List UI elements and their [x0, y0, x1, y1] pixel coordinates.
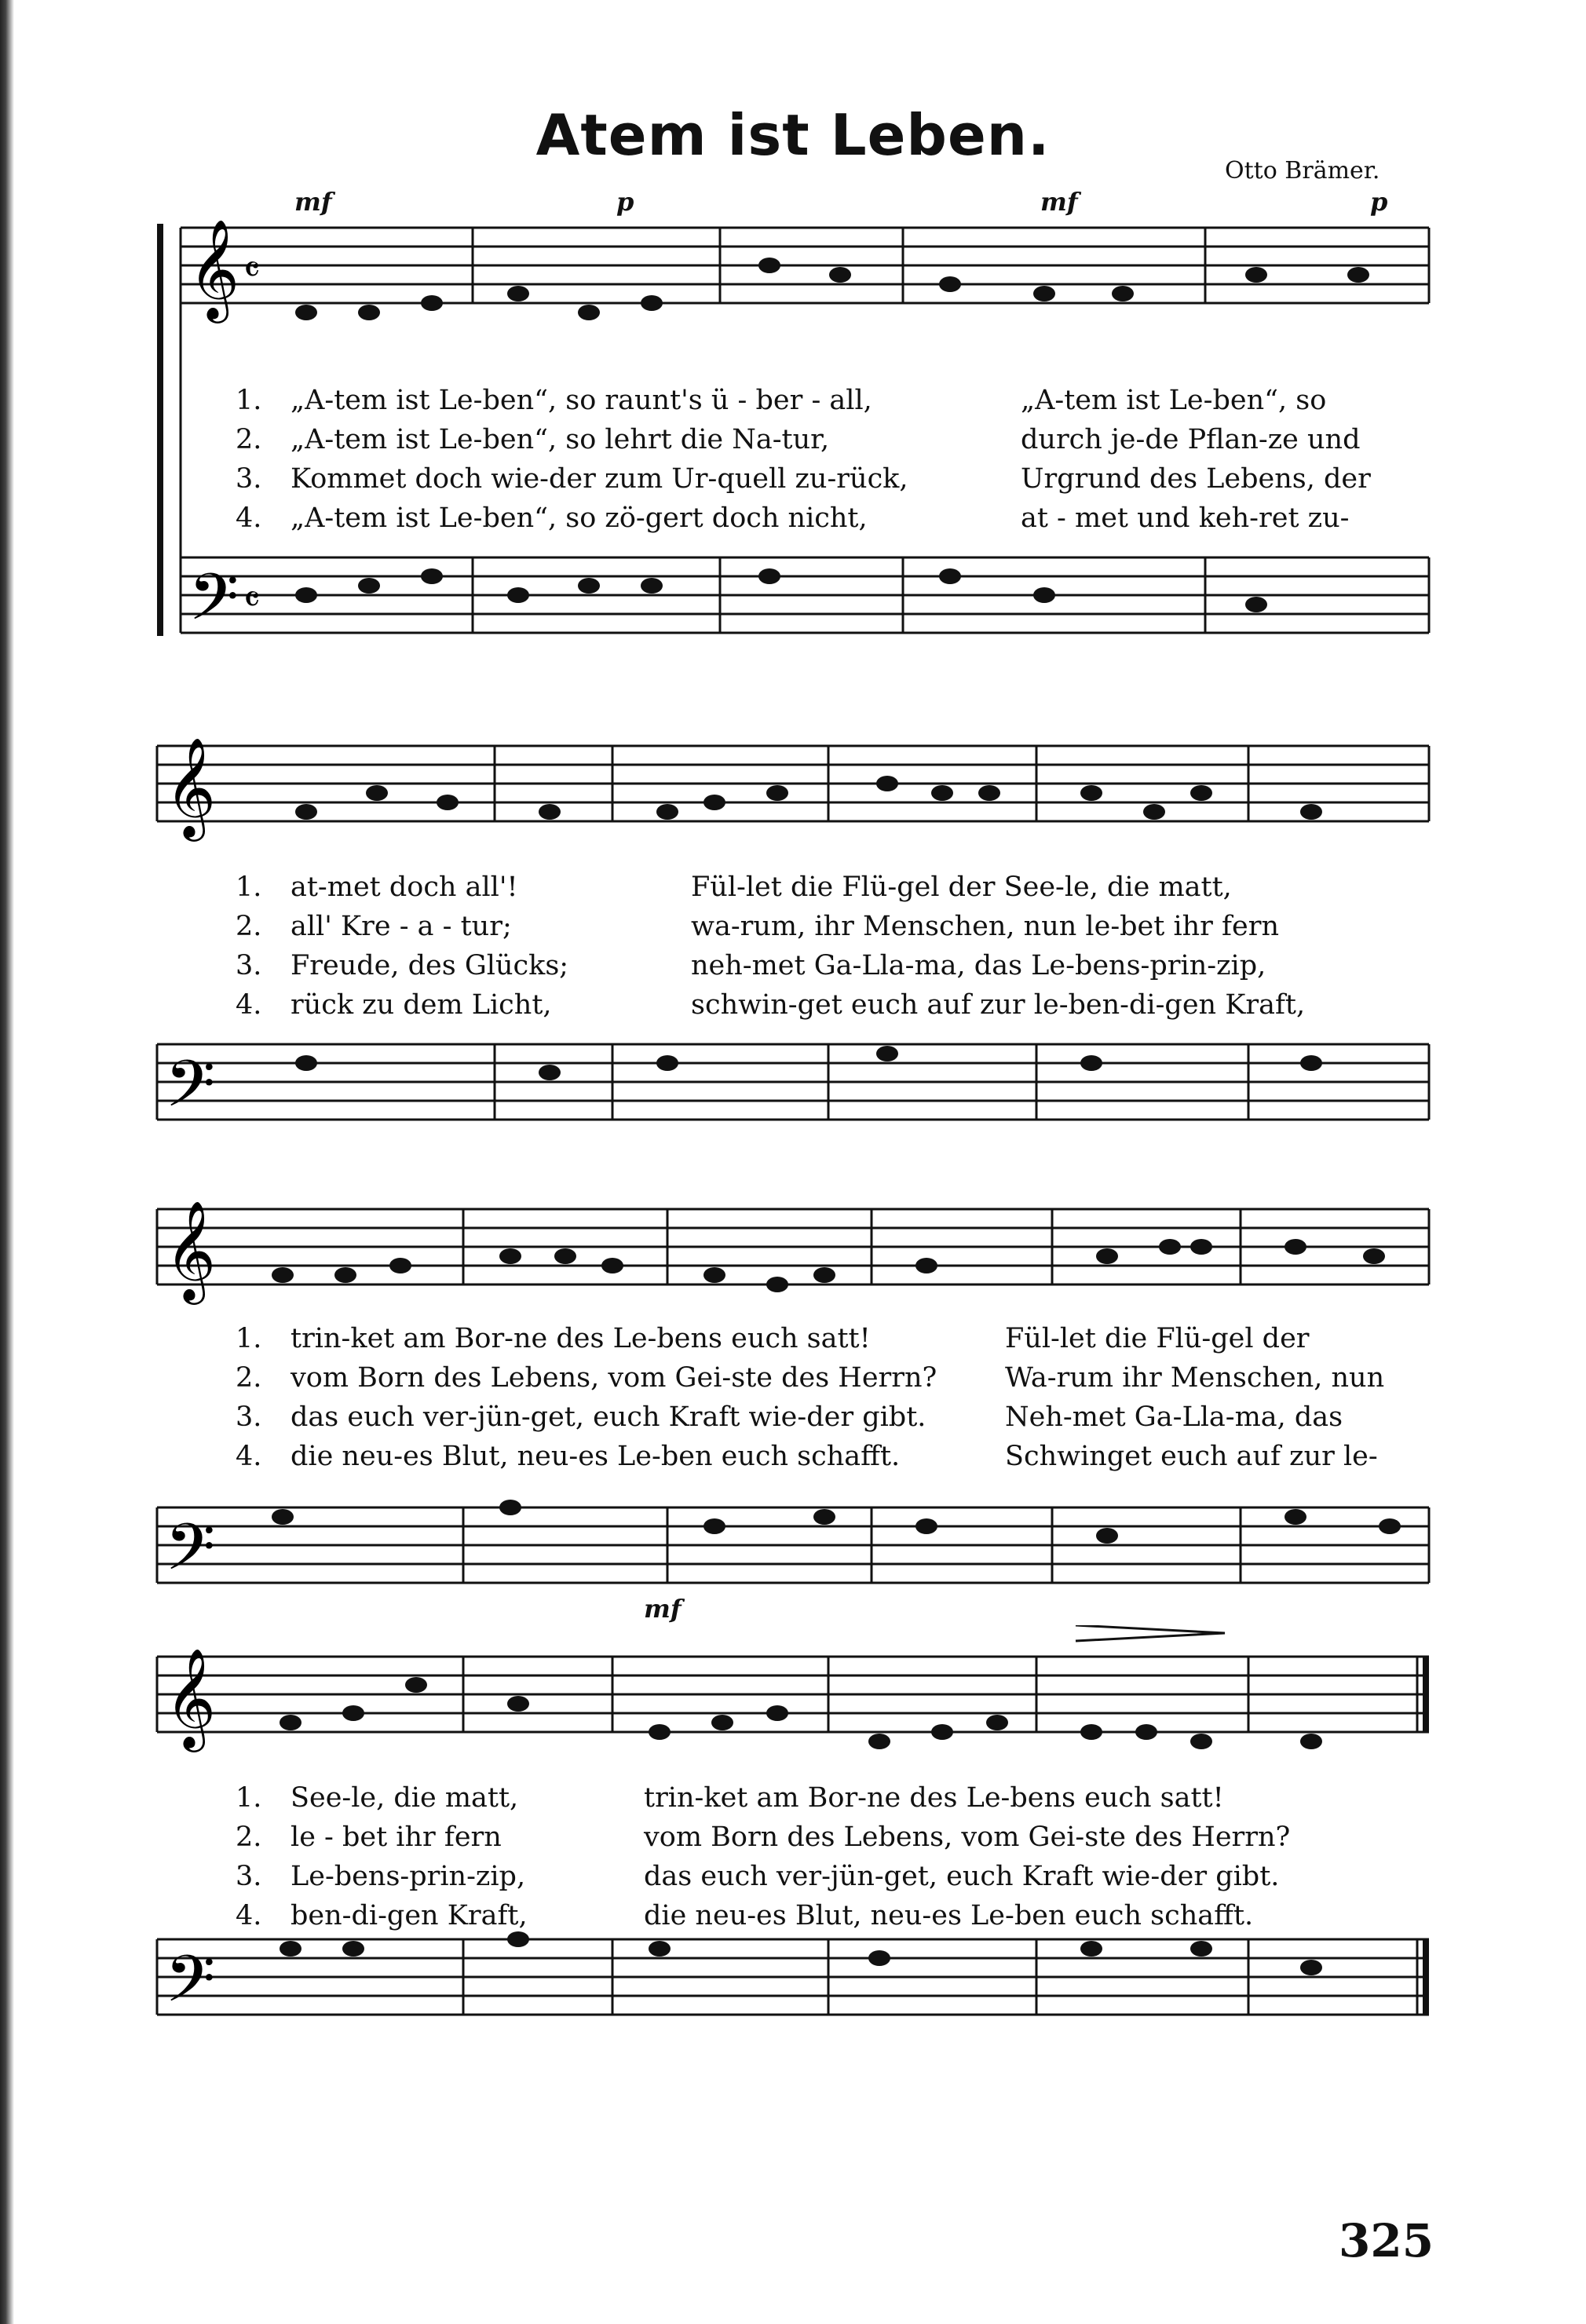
lyrics-block-1 [236, 381, 1429, 538]
dynamic-mf: mf [1040, 187, 1078, 217]
lyric-line-verse-4: 4. „A-tem ist Le-ben“, so zö-gert doch nicht, at - met und keh-ret zu- [236, 502, 1350, 534]
lyric-line-verse-2: 2. le - bet ihr fern vom Born des Lebens, vom Gei-ste des Herrn? [236, 1822, 1291, 1853]
svg-text:𝄞: 𝄞 [165, 1201, 217, 1300]
lyric-line-verse-1: 1. trin-ket am Bor-ne des Le-bens euch satt! Fül-let die Flü-gel der [236, 1323, 1310, 1354]
page-binding-edge [0, 0, 14, 2324]
composer-credit: Otto Brämer. [1225, 157, 1380, 185]
lyric-line-verse-3: 3. Kommet doch wie-der zum Ur-quell zu-rück, Urgrund des Lebens, der [236, 463, 1371, 495]
lyric-line-verse-3: 3. Freude, des Glücks; neh-met Ga-Lla-ma, das Le-bens-prin-zip, [236, 950, 1266, 981]
lyrics-block-2 [236, 868, 1429, 1025]
decrescendo-hairpin [1076, 1625, 1225, 1641]
page-number: 325 [1339, 2214, 1434, 2267]
svg-text:𝄴: 𝄴 [243, 578, 261, 622]
svg-text:𝄞: 𝄞 [188, 220, 240, 319]
lyrics-block-3 [236, 1319, 1429, 1476]
dynamic-p: p [616, 187, 634, 217]
svg-text:𝄢: 𝄢 [165, 1509, 216, 1601]
lyric-line-verse-2: 2. all' Kre - a - tur; wa-rum, ihr Menschen, nun le-bet ihr fern [236, 911, 1279, 942]
svg-text:𝄢: 𝄢 [165, 1046, 216, 1138]
svg-text:𝄞: 𝄞 [165, 738, 217, 837]
lyric-line-verse-1: 1. at-met doch all'! Fül-let die Flü-gel der See-le, die matt, [236, 872, 1232, 903]
svg-text:𝄴: 𝄴 [243, 248, 261, 292]
page-title: Atem ist Leben. [535, 102, 1051, 168]
svg-text:𝄢: 𝄢 [188, 559, 239, 651]
dynamic-mf: mf [644, 1594, 682, 1624]
lyric-line-verse-2: 2. vom Born des Lebens, vom Gei-ste des Herrn? Wa-rum ihr Menschen, nun [236, 1362, 1385, 1394]
lyric-line-verse-3: 3. das euch ver-jün-get, euch Kraft wie-der gibt. Neh-met Ga-Lla-ma, das [236, 1401, 1343, 1433]
svg-text:𝄞: 𝄞 [165, 1647, 217, 1748]
lyric-line-verse-2: 2. „A-tem ist Le-ben“, so lehrt die Na-tur, durch je-de Pflan-ze und [236, 424, 1361, 455]
lyric-line-verse-4: 4. ben-di-gen Kraft, die neu-es Blut, neu-es Le-ben euch schafft. [236, 1900, 1254, 1931]
lyric-line-verse-1: 1. See-le, die matt, trin-ket am Bor-ne des Le-bens euch satt! [236, 1782, 1224, 1814]
dynamic-mf: mf [294, 187, 332, 217]
lyrics-block-4 [236, 1778, 1429, 1935]
lyric-line-verse-1: 1. „A-tem ist Le-ben“, so raunt's ü - ber - all, „A-tem ist Le-ben“, so [236, 385, 1327, 416]
lyric-line-verse-4: 4. die neu-es Blut, neu-es Le-ben euch schafft. Schwinget euch auf zur le- [236, 1441, 1378, 1472]
lyric-line-verse-3: 3. Le-bens-prin-zip, das euch ver-jün-get, euch Kraft wie-der gibt. [236, 1861, 1280, 1892]
dynamic-p: p [1370, 187, 1388, 217]
lyric-line-verse-4: 4. rück zu dem Licht, schwin-get euch auf zur le-ben-di-gen Kraft, [236, 989, 1306, 1021]
svg-text:𝄢: 𝄢 [165, 1941, 216, 2033]
